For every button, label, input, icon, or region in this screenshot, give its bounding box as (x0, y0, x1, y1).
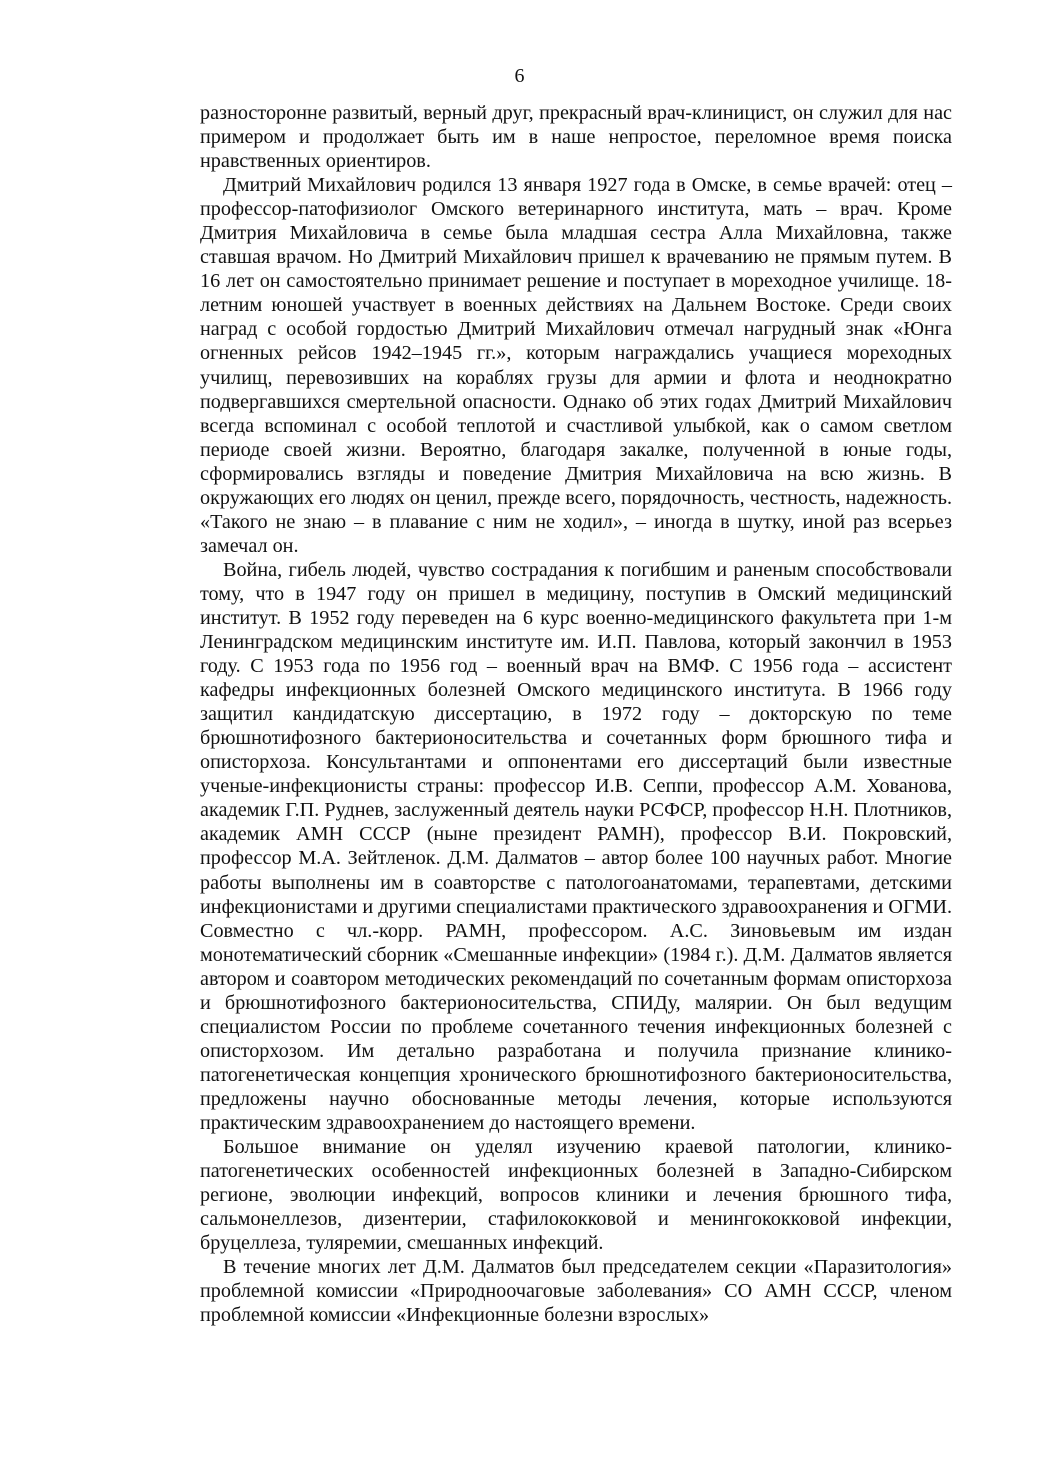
paragraph-medical-career: Война, гибель людей, чувство сострадания к погибшим и раненым способствовали тому, что в 1947 году он пришел в медицину, поступив в Омский медицинский институт. В 1952 году переведен на 6 курс военно-медицинского факультета при 1-м Ленинградском медицинским институте им. И.П. Павлова, который закончил в 1953 году. С 1953 года по 1956 год – военный врач на ВМФ. С 1956 года – ассистент кафедры инфекционных болезней Омского медицинского института. В 1966 году защитил кандидатскую диссертацию, в 1972 году – докторскую по теме брюшнотифозного бактерионосительства и сочетанных форм брюшного тифа и описторхоза. Консультантами и оппонентами его диссертаций были известные ученые-инфекционисты страны: профессор И.В. Сеппи, профессор А.М. Хованова, академик Г.П. Руднев, заслуженный деятель науки РСФСР, профессор Н.Н. Плотников, академик АМН СССР (ныне президент РАМН), профессор В.И. Покровский, профессор М.А. Зейтленок. Д.М. Далматов – автор более 100 научных работ. Многие работы выполнены им в соавторстве с патологоанатомами, терапевтами, детскими инфекционистами и другими специалистами практического здравоохранения и ОГМИ. Совместно с чл.-корр. РАМН, профессором. А.С. Зиновьевым им издан монотематический сборник «Смешанные инфекции» (1984 г.). Д.М. Далматов является автором и соавтором методических рекомендаций по сочетанным формам описторхоза и брюшнотифозного бактерионосительства, СПИДу, малярии. Он был ведущим специалистом России по проблеме сочетанного течения инфекционных болезней с описторхозом. Им детально разработана и получила признание клинико-патогенетическая концепция хронического брюшнотифозного бактерионосительства, предложены научно обоснованные методы лечения, которые используются практическим здравоохранением до настоящего времени. (200, 558, 952, 1134)
paragraph-research-interests: Большое внимание он уделял изучению краевой патологии, клинико-патогенетических особенностей инфекционных болезней в Западно-Сибирском регионе, эволюции инфекций, вопросов клиники и лечения брюшного тифа, сальмонеллезов, дизентерии, стафилококковой и менингококковой инфекции, бруцеллеза, туляремии, смешанных инфекций. (200, 1136, 952, 1255)
document-body (200, 101, 952, 1327)
paragraph-committee-work: В течение многих лет Д.М. Далматов был председателем секции «Паразитология» проблемной комиссии «Природноочаговые заболевания» СО АМН СССР, членом проблемной комиссии «Инфекционные болезни взрослых» (200, 1256, 952, 1327)
page-number: 6 (514, 65, 525, 87)
paragraph-continuation: разносторонне развитый, верный друг, прекрасный врач-клиницист, он служил для нас примером и продолжает быть им в наше непростое, переломное время поиска нравственных ориентиров. (200, 102, 952, 173)
paragraph-biography-birth: Дмитрий Михайлович родился 13 января 1927 года в Омске, в семье врачей: отец – профессор-патофизиолог Омского ветеринарного института, мать – врач. Кроме Дмитрия Михайловича в семье была младшая сестра Алла Михайловна, также ставшая врачом. Но Дмитрий Михайлович пришел к врачеванию не прямым путем. В 16 лет он самостоятельно принимает решение и поступает в мореходное училище. 18-летним юношей участвует в военных действиях на Дальнем Востоке. Среди своих наград с особой гордостью Дмитрий Михайлович отмечал нагрудный знак «Юнга огненных рейсов 1942–1945 гг.», которым награждались учащиеся мореходных училищ, перевозивших на кораблях грузы для армии и флота и неоднократно подвергавшихся смертельной опасности. Однако об этих годах Дмитрий Михайлович всегда вспоминал с особой теплотой и счастливой улыбкой, как о самом светлом периоде своей жизни. Вероятно, благодаря закалке, полученной в юные годы, сформировались взгляды и поведение Дмитрия Михайловича на всю жизнь. В окружающих его людях он ценил, прежде всего, порядочность, честность, надежность. «Такого не знаю – в плавание с ним не ходил», – иногда в шутку, иной раз всерьез замечал он. (200, 174, 952, 557)
